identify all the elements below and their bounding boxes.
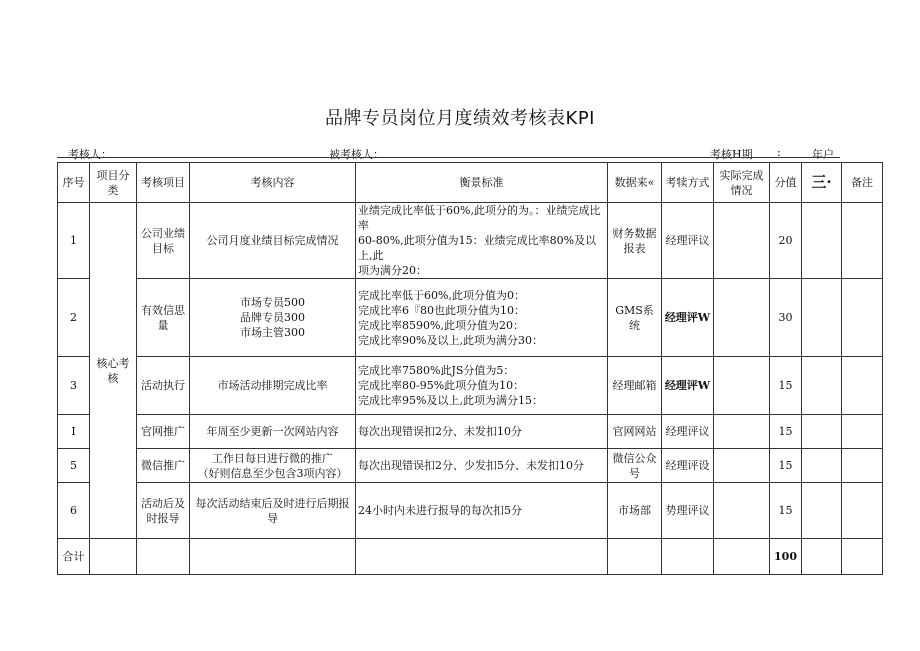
- standard-line: 完成比率95%及以上,此项为满分15：: [358, 394, 543, 407]
- row-score: 15: [770, 483, 802, 539]
- table-row: [58, 357, 883, 415]
- total-actual[interactable]: [714, 539, 770, 575]
- row-note[interactable]: [842, 357, 883, 415]
- standard-line: 完成比率6『80也此项分值为10：: [358, 303, 525, 317]
- header-score: 分值: [770, 163, 802, 203]
- row-seq: I: [58, 415, 90, 449]
- standard-line: 完成比率7580%此JS分值为5：: [358, 364, 515, 377]
- period-colon: :: [777, 146, 781, 159]
- row-seq: 5: [58, 449, 90, 483]
- total-category: [90, 539, 137, 575]
- content-line: 工作日每日进行微的推广: [212, 451, 333, 465]
- header-item: 考核项目: [137, 163, 190, 203]
- row-item: 有效信思量: [137, 279, 190, 357]
- row-source: 官网网站: [608, 415, 662, 449]
- row-note[interactable]: [842, 203, 883, 279]
- total-score: 100: [770, 539, 802, 575]
- row-seq: 2: [58, 279, 90, 357]
- total-content: [190, 539, 356, 575]
- assessor-label: 考核人：: [68, 148, 112, 161]
- standard-line: 完成比率90%及以上,此项为满分30：: [358, 333, 543, 347]
- row-source: 微信公众号: [608, 449, 662, 483]
- row-content: 公司月度业绩目标完成情况: [190, 203, 356, 279]
- total-label: 合计: [58, 539, 90, 575]
- row-content: [190, 279, 356, 357]
- row-standard: 24小时内未进行报导的每次扣5分: [356, 483, 608, 539]
- content-line: 品牌专员300: [240, 311, 305, 324]
- row-item: 活动后及时报导: [137, 483, 190, 539]
- row-content: [190, 449, 356, 483]
- row-weight[interactable]: [802, 357, 842, 415]
- row-method: 经理评W: [662, 279, 714, 357]
- standard-line: 完成比率低于60%,此项分值为0：: [358, 288, 525, 302]
- header-rule: [57, 157, 840, 158]
- row-weight[interactable]: [802, 415, 842, 449]
- table-row: [58, 449, 883, 483]
- header-weight: 三·: [802, 163, 842, 203]
- row-weight[interactable]: [802, 203, 842, 279]
- header-note: 备注: [842, 163, 883, 203]
- header-source: 数据来«: [608, 163, 662, 203]
- standard-line: 60-80%,此项分值为15：业绩完成比率80%及以上,此: [358, 234, 597, 262]
- total-source: [608, 539, 662, 575]
- row-score: 15: [770, 449, 802, 483]
- row-standard: [356, 279, 608, 357]
- header-standard: 衡景标准: [356, 163, 608, 203]
- period-label: 考核H期: [710, 148, 753, 161]
- row-source: GMS系统: [608, 279, 662, 357]
- row-item: 微信推广: [137, 449, 190, 483]
- total-weight[interactable]: [802, 539, 842, 575]
- row-seq: 3: [58, 357, 90, 415]
- row-score: 15: [770, 357, 802, 415]
- row-item: 公司业绩目标: [137, 203, 190, 279]
- total-item: [137, 539, 190, 575]
- row-actual[interactable]: [714, 449, 770, 483]
- row-method: 经理评议: [662, 203, 714, 279]
- row-standard: 每次出现错误扣2分、少发扣5分、未发扣10分: [356, 449, 608, 483]
- row-weight[interactable]: [802, 483, 842, 539]
- content-line: 市场主管300: [240, 326, 305, 339]
- row-score: 20: [770, 203, 802, 279]
- total-row: [58, 539, 883, 575]
- header-row: [58, 163, 883, 203]
- header-actual: 实际完成情况: [714, 163, 770, 203]
- row-method: 经理评W: [662, 357, 714, 415]
- row-content: 市场活动排期完成比率: [190, 357, 356, 415]
- row-seq: 6: [58, 483, 90, 539]
- table-row: [58, 415, 883, 449]
- row-actual[interactable]: [714, 357, 770, 415]
- row-source: 经理邮箱: [608, 357, 662, 415]
- row-actual[interactable]: [714, 483, 770, 539]
- row-method: 势理评议: [662, 483, 714, 539]
- content-line: 市场专员500: [240, 296, 305, 309]
- standard-line: 项为满分20：: [358, 264, 427, 277]
- kpi-table: [57, 162, 883, 575]
- year-month-label: 年户: [812, 148, 834, 161]
- category-core: 核心考核: [90, 203, 137, 539]
- row-note[interactable]: [842, 279, 883, 357]
- row-content: 年周至少更新一次网站内容: [190, 415, 356, 449]
- row-item: 活动执行: [137, 357, 190, 415]
- table-row: [58, 203, 883, 279]
- row-standard: [356, 357, 608, 415]
- header-content: 考核内容: [190, 163, 356, 203]
- row-method: 经理评设: [662, 449, 714, 483]
- header-seq: 序号: [58, 163, 90, 203]
- standard-line: 完成比率80-95%此项分值为10：: [358, 379, 525, 392]
- row-score: 15: [770, 415, 802, 449]
- row-weight[interactable]: [802, 449, 842, 483]
- header-method: 考犊方式: [662, 163, 714, 203]
- standard-line: 业绩完成比率低于60%,此项分的为。：业绩完成比率: [358, 204, 601, 232]
- row-weight[interactable]: [802, 279, 842, 357]
- row-seq: 1: [58, 203, 90, 279]
- row-actual[interactable]: [714, 203, 770, 279]
- row-note[interactable]: [842, 415, 883, 449]
- total-method: [662, 539, 714, 575]
- row-source: 财务数据报表: [608, 203, 662, 279]
- row-source: 市场部: [608, 483, 662, 539]
- row-score: 30: [770, 279, 802, 357]
- row-note[interactable]: [842, 483, 883, 539]
- table-row: [58, 279, 883, 357]
- assessee-label: 被考核人：: [329, 148, 384, 161]
- header-category: 项目分类: [90, 163, 137, 203]
- total-note[interactable]: [842, 539, 883, 575]
- row-method: 经理评议: [662, 415, 714, 449]
- content-line: （好则信息至少包含3项内容）: [197, 466, 348, 480]
- table-row: [58, 483, 883, 539]
- total-standard: [356, 539, 608, 575]
- row-item: 官网推广: [137, 415, 190, 449]
- page-title: 品牌专员岗位月度绩效考核表KPI: [325, 108, 595, 129]
- row-standard: 每次出现错误扣2分、未发扣10分: [356, 415, 608, 449]
- row-content: 每次活动结束后及时进行后期报导: [190, 483, 356, 539]
- row-actual[interactable]: [714, 279, 770, 357]
- row-note[interactable]: [842, 449, 883, 483]
- row-standard: [356, 203, 608, 279]
- standard-line: 完成比率8590%,此项分值为20：: [358, 318, 524, 332]
- row-actual[interactable]: [714, 415, 770, 449]
